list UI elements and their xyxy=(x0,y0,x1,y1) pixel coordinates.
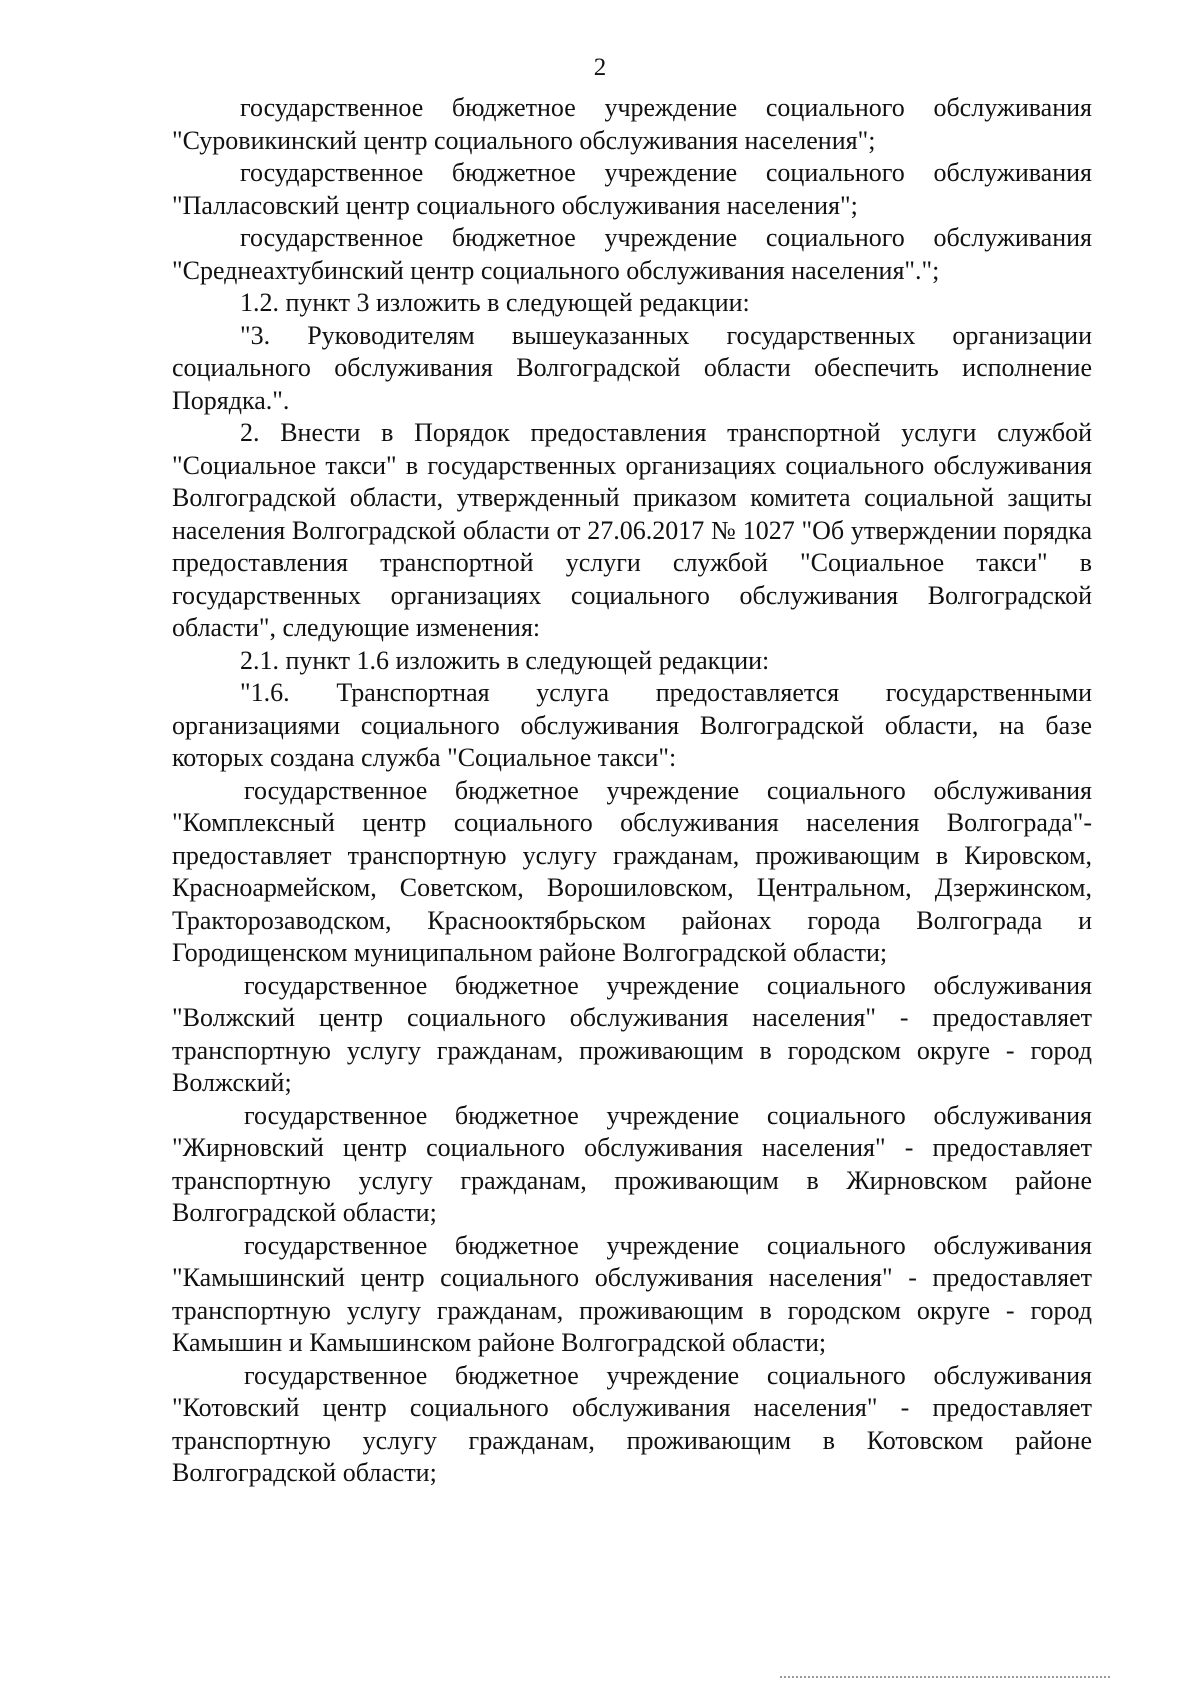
scan-artifact-divider xyxy=(780,1676,1110,1680)
paragraph-item-2-1: 2.1. пункт 1.6 изложить в следующей редакции: xyxy=(240,645,770,675)
paragraph-item-2: 2. Внести в Порядок предоставления транспортной услуги службой "Социальное такси" в государственных организациях социального обслуживания Волгоградской области, утвержденный приказом комитета социальной защиты населения Волгоградской области от 27.06.2017 № 1027 "Об утверждении порядка предоставления транспортной услуги службой "Социальное такси" в государственных организациях социального обслуживания Волгоградской области", следующие изменения: xyxy=(172,418,1092,642)
paragraph-pallasovka: государственное бюджетное учреждение социального обслуживания "Палласовский центр социального обслуживания населения"; xyxy=(172,158,1092,220)
page-number: 2 xyxy=(593,54,607,81)
paragraph-sredneakhtubinsk: государственное бюджетное учреждение социального обслуживания "Среднеахтубинский центр социального обслуживания населения"."; xyxy=(172,223,1092,285)
document-body xyxy=(172,92,1092,1490)
paragraph-kotovo: государственное бюджетное учреждение социального обслуживания "Котовский центр социального обслуживания населения" - предоставляет транспортную услугу гражданам, проживающим в Котовском районе Волгоградской области; xyxy=(172,1360,1092,1487)
paragraph-item-1-6-text: "1.6. Транспортная услуга предоставляется государственными организациями социального обслуживания Волгоградской области, на базе которых создана служба "Социальное такси": xyxy=(172,678,1092,772)
paragraph-kamyshin: государственное бюджетное учреждение социального обслуживания "Камышинский центр социального обслуживания населения" - предоставляет транспортную услугу гражданам, проживающим в городском округе - город Камышин и Камышинском районе Волгоградской области; xyxy=(172,1230,1092,1357)
paragraph-zhirnovsk: государственное бюджетное учреждение социального обслуживания "Жирновский центр социального обслуживания населения" - предоставляет транспортную услугу гражданам, проживающим в Жирновском районе Волгоградской области; xyxy=(172,1100,1092,1227)
paragraph-item-3-text: "3. Руководителям вышеуказанных государственных организации социального обслуживания Волгоградской области обеспечить исполнение Порядка.". xyxy=(172,320,1092,415)
paragraph-volzhsky: государственное бюджетное учреждение социального обслуживания "Волжский центр социального обслуживания населения" - предоставляет транспортную услугу гражданам, проживающим в городском округе - город Волжский; xyxy=(172,970,1092,1097)
paragraph-volgograd-complex-center: государственное бюджетное учреждение социального обслуживания "Комплексный центр социального обслуживания населения Волгограда"- предоставляет транспортную услугу гражданам, проживающим в Кировском, Красноармейском, Советском, Ворошиловском, Центральном, Дзержинском, Тракторозаводском, Краснооктябрьском районах города Волгограда и Городищенском муниципальном районе Волгоградской области; xyxy=(172,775,1092,967)
paragraph-surovikino: государственное бюджетное учреждение социального обслуживания "Суровикинский центр социального обслуживания населения"; xyxy=(172,93,1092,155)
paragraph-item-1-2: 1.2. пункт 3 изложить в следующей редакции: xyxy=(240,288,750,317)
